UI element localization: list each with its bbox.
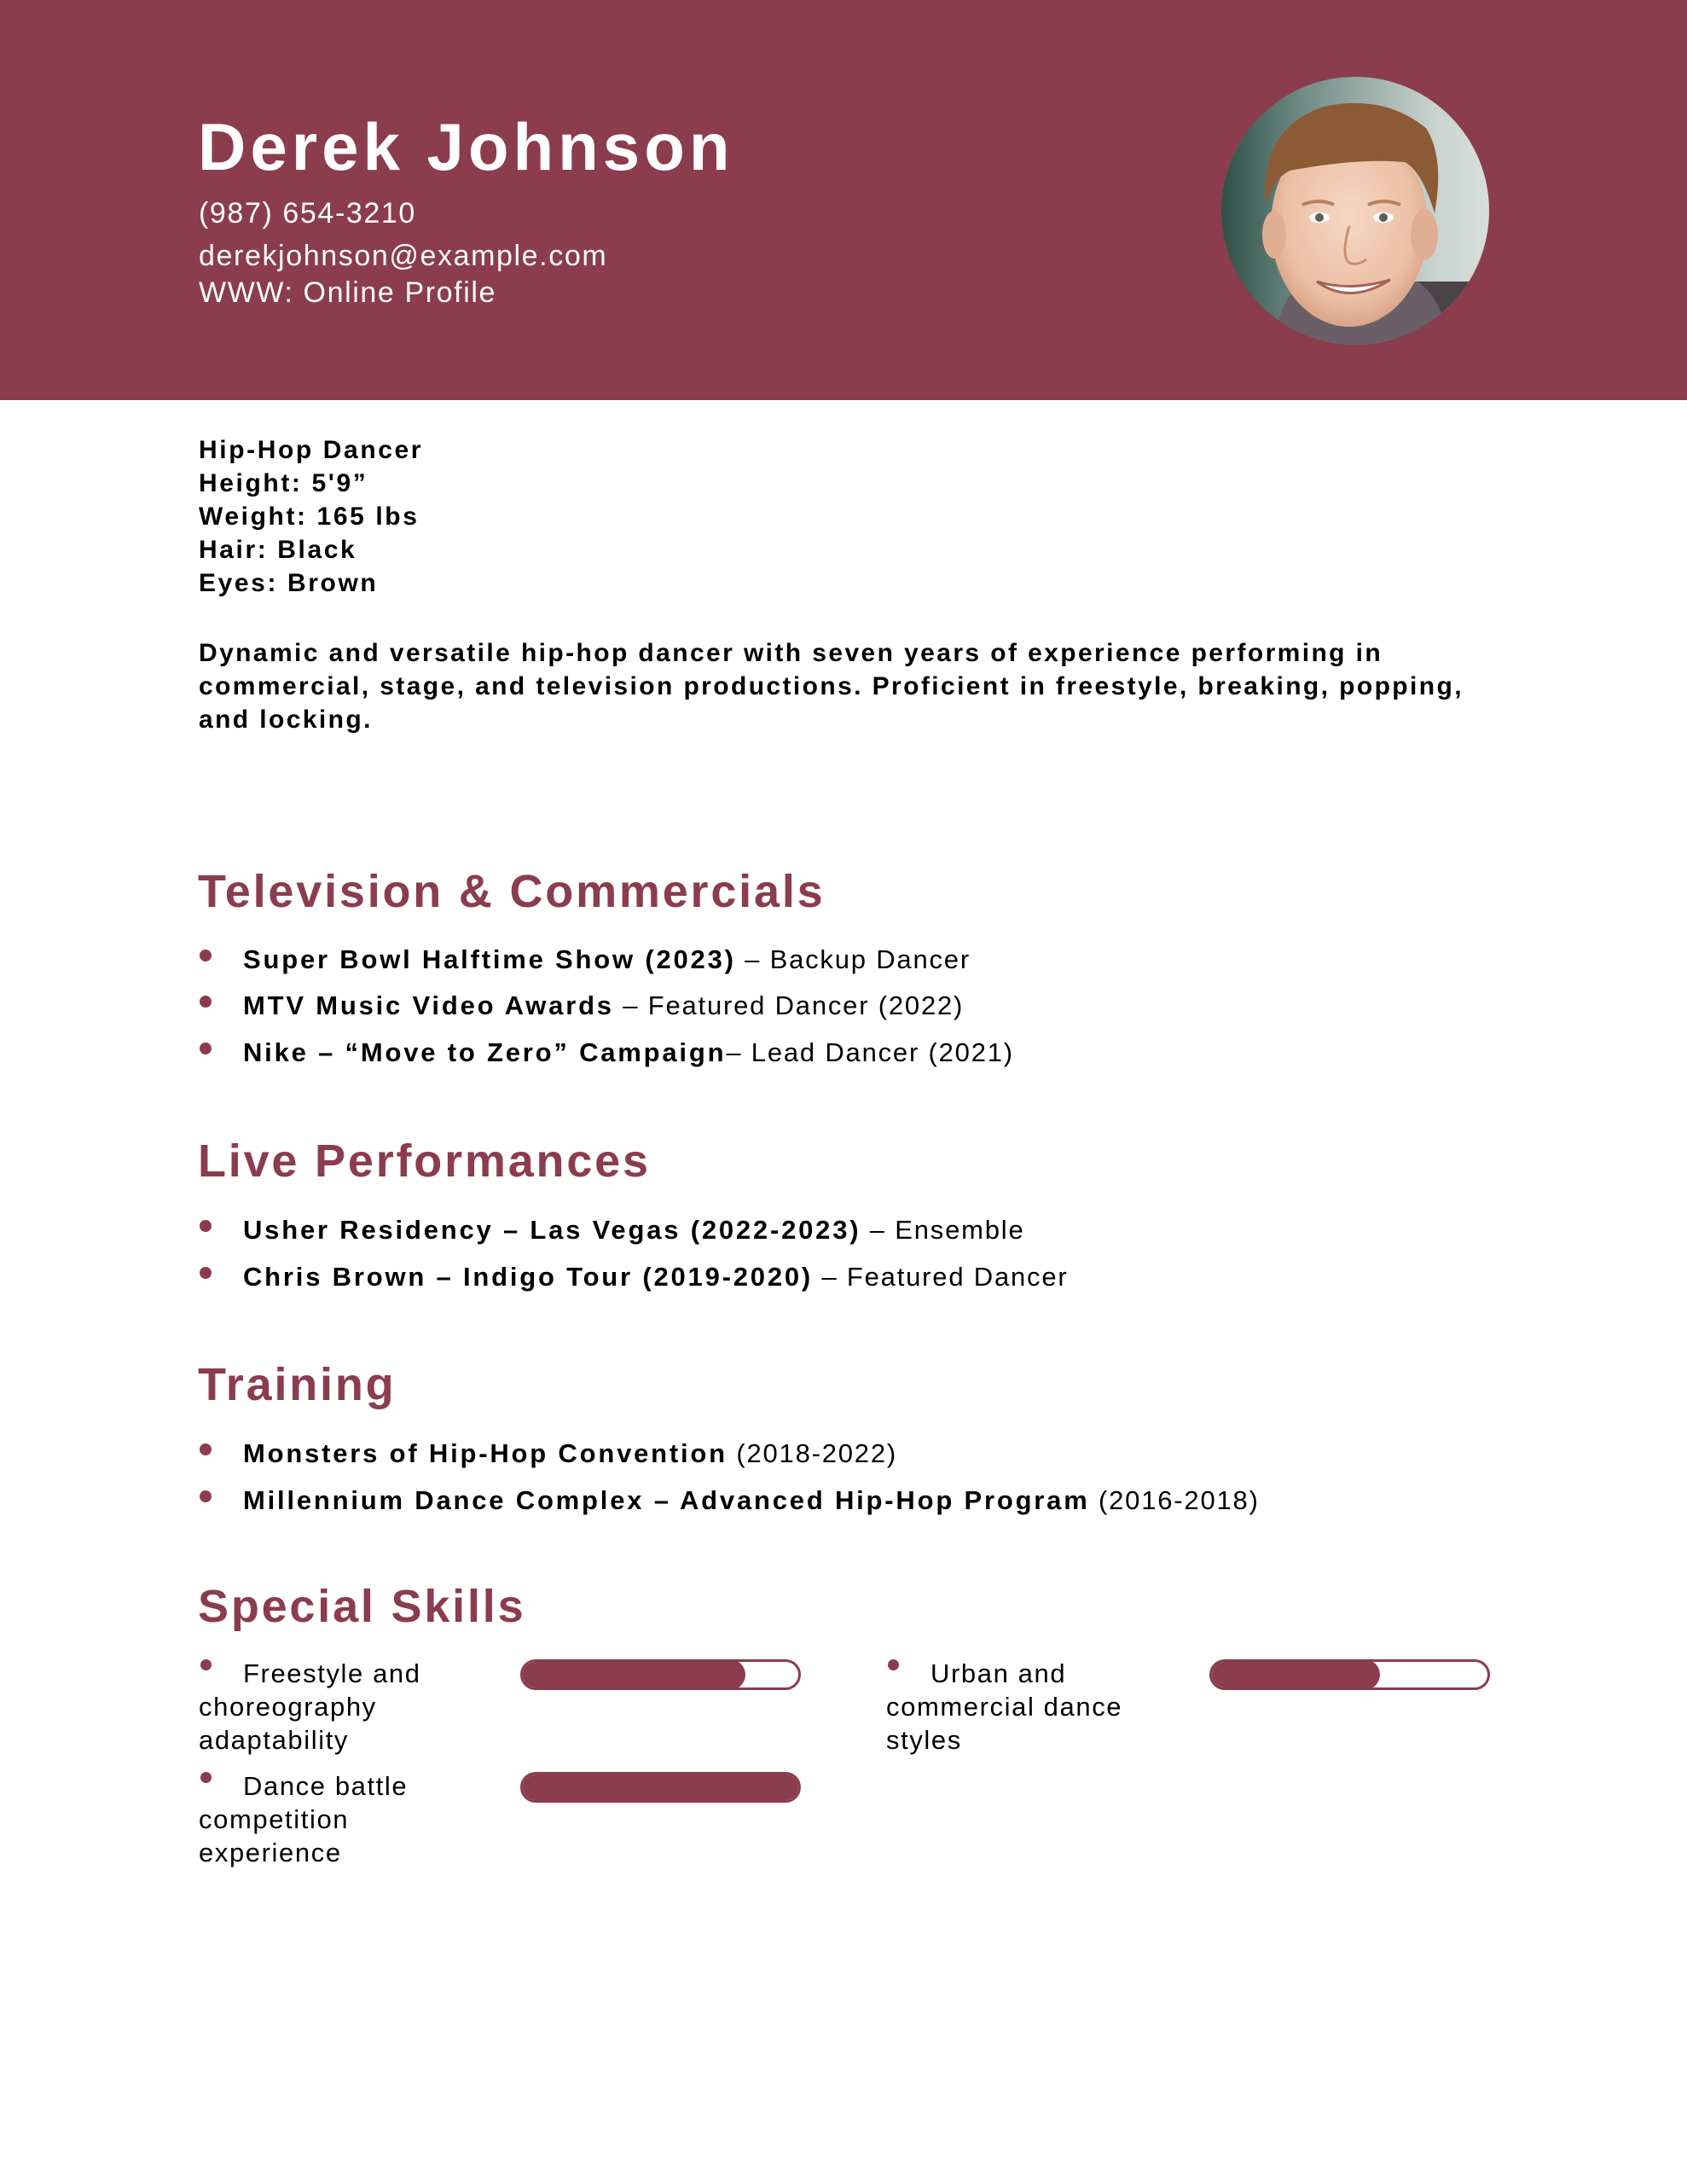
credit-role: – Featured Dancer	[813, 1262, 1069, 1292]
summary-paragraph: Dynamic and versatile hip-hop dancer with seven years of experience performing in commercial, stage, and television productions. Proficient in freestyle, breaking, popping, and locking.	[199, 639, 1464, 734]
training-years: (2018-2022)	[727, 1438, 898, 1468]
skill-level-bar	[520, 1659, 801, 1690]
profile-title: Hip-Hop Dancer	[199, 436, 424, 464]
bullet-icon	[200, 1659, 212, 1670]
section-title-training: Training	[198, 1359, 397, 1410]
bullet-icon	[200, 1443, 212, 1455]
credit-title: MTV Music Video Awards	[243, 990, 614, 1020]
credit-title: Super Bowl Halftime Show (2023)	[243, 944, 736, 974]
credit-title: Usher Residency – Las Vegas (2022-2023)	[243, 1215, 861, 1245]
section-title-tv: Television & Commercials	[198, 866, 826, 917]
bullet-icon	[200, 1043, 212, 1054]
profile-photo	[1221, 77, 1489, 345]
training-title: Millennium Dance Complex – Advanced Hip-Hop Program	[243, 1485, 1090, 1515]
training-years: (2016-2018)	[1089, 1485, 1260, 1515]
credit-title: Nike – “Move to Zero” Campaign	[243, 1037, 727, 1067]
profile-hair: Hair: Black	[199, 536, 357, 564]
profile-height: Height: 5'9”	[199, 469, 368, 497]
skill-level-fill	[520, 1772, 801, 1803]
credit-role: – Lead Dancer (2021)	[726, 1037, 1014, 1067]
phone-number: (987) 654-3210	[199, 197, 416, 229]
section-title-live: Live Performances	[198, 1136, 651, 1187]
header-banner	[0, 0, 1687, 400]
credit-role: – Featured Dancer (2022)	[613, 990, 965, 1020]
skill-label: Freestyle and choreography adaptability	[199, 1658, 421, 1755]
bullet-icon	[200, 996, 212, 1008]
skill-level-fill	[1209, 1659, 1380, 1690]
credit-title: Chris Brown – Indigo Tour (2019-2020)	[243, 1262, 814, 1292]
bullet-icon	[200, 1220, 212, 1232]
profile-eyes: Eyes: Brown	[199, 569, 379, 597]
portrait-image	[1221, 77, 1489, 345]
skill-level-fill	[520, 1659, 745, 1690]
skill-label: Urban and commercial dance styles	[886, 1658, 1123, 1755]
bullet-icon	[200, 1490, 212, 1502]
profile-weight: Weight: 165 lbs	[199, 502, 420, 531]
training-title: Monsters of Hip-Hop Convention	[243, 1438, 728, 1468]
bullet-icon	[200, 1267, 212, 1279]
bullet-icon	[200, 1772, 212, 1783]
skill-level-bar	[520, 1772, 801, 1803]
skill-item	[199, 1769, 480, 1869]
skill-item	[199, 1657, 480, 1757]
skill-label: Dance battle competition experience	[199, 1771, 409, 1867]
website-link[interactable]: WWW: Online Profile	[199, 276, 497, 309]
bullet-icon	[888, 1659, 899, 1670]
credit-role: – Ensemble	[861, 1215, 1025, 1245]
credit-role: – Backup Dancer	[735, 944, 971, 974]
skill-level-bar	[1209, 1659, 1490, 1690]
email-address: derekjohnson@example.com	[199, 240, 608, 272]
skill-item	[886, 1657, 1168, 1757]
section-title-skills: Special Skills	[198, 1581, 526, 1632]
candidate-name: Derek Johnson	[198, 109, 734, 184]
bullet-icon	[200, 950, 212, 961]
